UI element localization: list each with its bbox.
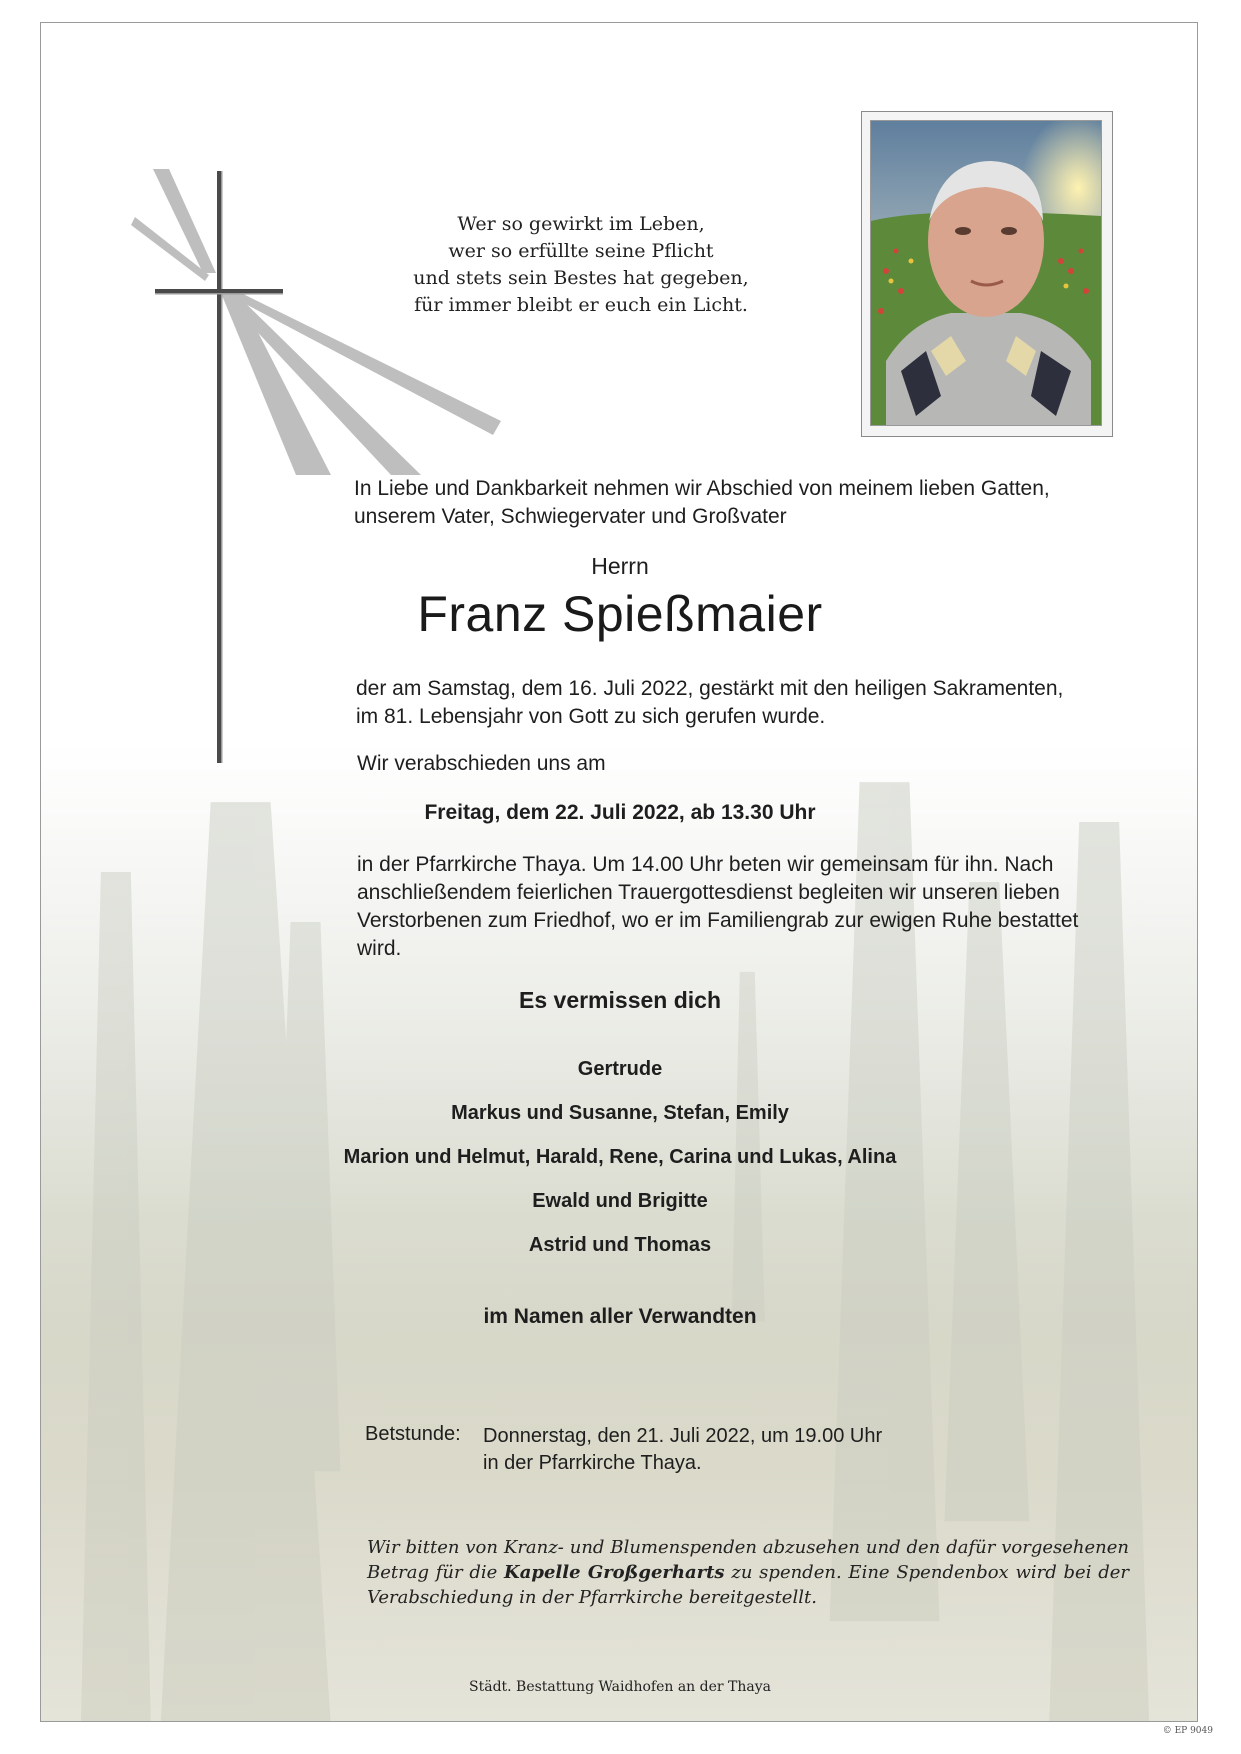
donation-text: zu spenden. Eine Spendenbox wird bei der Verabschiedung in der Pfarrkirche bereitgestellt. [367, 1562, 1129, 1608]
undertaker: Städt. Bestattung Waidhofen an der Thaya [469, 1679, 771, 1695]
ceremony-details [357, 851, 1078, 963]
salutation: Herrn [591, 553, 649, 579]
portrait-frame [861, 111, 1113, 437]
ceremony-line: anschließendem feierlichen Trauergottesdienst begleiten wir unseren lieben [357, 881, 1060, 904]
mourner-line: Astrid und Thomas [528, 1234, 712, 1256]
intro-text [354, 475, 1050, 531]
prayer-hour-label: Betstunde: [365, 1423, 461, 1445]
verse-line: für immer bleibt er euch ein Licht. [414, 294, 748, 316]
mourner-line: Markus und Susanne, Stefan, Emily [451, 1102, 789, 1124]
memorial-verse [401, 211, 761, 319]
prayer-hour-details [483, 1423, 882, 1477]
intro-line: In Liebe und Dankbarkeit nehmen wir Abschied von meinem lieben Gatten, [354, 477, 1050, 500]
death-notice [356, 675, 1063, 731]
donation-text: Wir bitten von Kranz- und Blumenspenden abzusehen und den dafür vorgesehenen Betrag für die [367, 1537, 1129, 1583]
deceased-name: Franz Spießmaier [417, 586, 823, 642]
death-notice-line: der am Samstag, dem 16. Juli 2022, gestärkt mit den heiligen Sakramenten, [356, 677, 1064, 700]
mourner-line: Marion und Helmut, Harald, Rene, Carina und Lukas, Alina [343, 1146, 897, 1168]
farewell-intro: Wir verabschieden uns am [357, 752, 606, 775]
farewell-date: Freitag, dem 22. Juli 2022, ab 13.30 Uhr [424, 801, 816, 824]
intro-line: unserem Vater, Schwiegervater und Großvater [354, 505, 787, 528]
prayer-hour-line: Donnerstag, den 21. Juli 2022, um 19.00 Uhr [483, 1425, 883, 1447]
print-code: © EP 9049 [1162, 1726, 1213, 1736]
mourner-line: Gertrude [577, 1058, 663, 1080]
portrait-photo [870, 120, 1102, 426]
prayer-hour-line: in der Pfarrkirche Thaya. [483, 1452, 702, 1474]
donation-request [367, 1535, 1129, 1610]
mourners-heading: Es vermissen dich [519, 987, 721, 1013]
donation-recipient: Kapelle Großgerharts [504, 1562, 725, 1583]
verse-line: und stets sein Bestes hat gegeben, [413, 267, 749, 289]
ceremony-line: wird. [357, 937, 402, 960]
ceremony-line: in der Pfarrkirche Thaya. Um 14.00 Uhr beten wir gemeinsam für ihn. Nach [357, 853, 1054, 876]
relatives-line: im Namen aller Verwandten [483, 1305, 757, 1328]
page-frame [40, 22, 1198, 1722]
verse-line: Wer so gewirkt im Leben, [457, 213, 705, 235]
portrait-image [871, 121, 1101, 425]
ceremony-line: Verstorbenen zum Friedhof, wo er im Familiengrab zur ewigen Ruhe bestattet [357, 909, 1079, 932]
verse-line: wer so erfüllte seine Pflicht [448, 240, 714, 262]
mourner-line: Ewald und Brigitte [532, 1190, 708, 1212]
mourners-list [41, 1057, 1198, 1277]
death-notice-line: im 81. Lebensjahr von Gott zu sich gerufen wurde. [356, 705, 826, 728]
